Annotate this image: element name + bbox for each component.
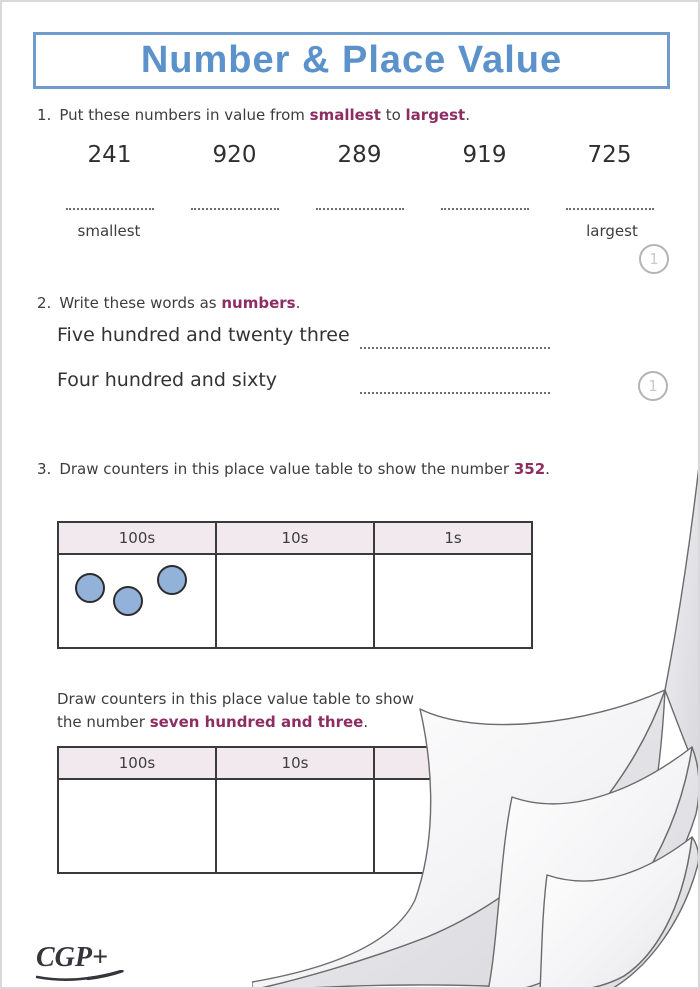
q1-answer-blank-2[interactable] [191,194,279,210]
title-box [33,32,670,89]
cgp-logo [36,942,146,982]
q1-number-value: 289 [337,142,382,168]
q1-number-value: 919 [462,142,507,168]
counter [113,586,143,616]
q1-answer-blank-1[interactable] [66,194,154,210]
q2-words-1: Five hundred and twenty three [57,324,350,346]
q1-label-smallest: smallest [77,222,141,240]
q1-answer-blank-4[interactable] [441,194,529,210]
table2-header-100s: 100s [58,747,216,779]
counter [75,573,105,603]
table1-header-1s: 1s [374,522,532,554]
counter [157,565,187,595]
cgp-logo-text: CGP+ [36,942,108,973]
table2-cell-100s[interactable] [58,779,216,873]
page-title: Number & Place Value [140,39,563,81]
q2-answer-blank-1[interactable] [360,333,550,349]
table1-header-100s: 100s [58,522,216,554]
q1-label-largest: largest [586,222,638,240]
q1-number-value: 920 [212,142,257,168]
table1-header-10s: 10s [216,522,374,554]
q1-numbers-row [47,142,672,168]
question-3b-prompt: Draw counters in this place value table to show the number seven hundred and three. [57,690,415,731]
q1-number-value: 725 [587,142,632,168]
curl-right-sliver [665,439,700,784]
q2-marks-badge: 1 [638,371,668,401]
q1-answer-blank-3[interactable] [316,194,404,210]
question-1-number: 1. [37,106,52,124]
q1-answer-row [47,194,672,210]
question-1-prompt: 1. Put these numbers in value from smallest to largest. [37,106,470,124]
q1-answer-blank-5[interactable] [566,194,654,210]
q3b-keyword-seven-hundred-and-three: seven hundred and three [149,713,364,731]
q1-marks-badge: 1 [639,244,669,274]
question-2-number: 2. [37,294,52,312]
question-2-prompt: 2. Write these words as numbers. [37,294,301,312]
q2-words-2: Four hundred and sixty [57,369,278,391]
q3-keyword-352: 352 [513,460,546,478]
q1-keyword-largest: largest [405,106,466,124]
question-3-prompt: 3. Draw counters in this place value table to show the number 352. [37,460,550,478]
question-3-number: 3. [37,460,52,478]
q2-answer-blank-2[interactable] [360,378,550,394]
q1-keyword-smallest: smallest [309,106,381,124]
q1-number-value: 241 [87,142,132,168]
table1-cell-100s[interactable] [58,554,216,648]
table2-header-10s: 10s [216,747,374,779]
q2-keyword-numbers: numbers [221,294,296,312]
page-curl-decoration [252,422,700,989]
